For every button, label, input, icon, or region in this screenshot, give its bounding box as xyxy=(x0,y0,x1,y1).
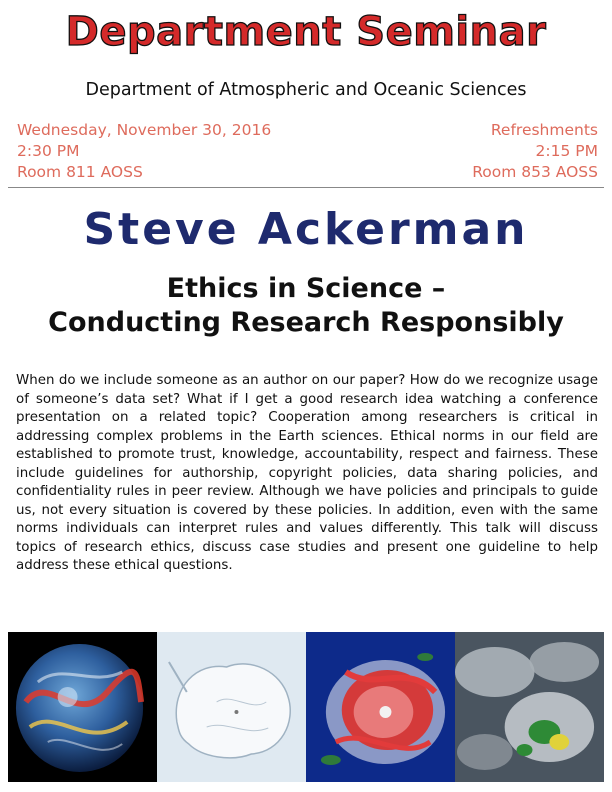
divider xyxy=(8,187,604,188)
refreshments-time: 2:15 PM xyxy=(535,142,598,160)
department-name: Department of Atmospheric and Oceanic Sciences xyxy=(85,80,527,100)
speaker-name: Steve Ackerman xyxy=(83,204,529,255)
event-info xyxy=(17,120,271,183)
event-room: Room 811 AOSS xyxy=(17,163,143,181)
talk-title xyxy=(0,272,612,340)
refreshments-label: Refreshments xyxy=(490,121,598,139)
refreshments-info xyxy=(472,120,598,183)
image-strip xyxy=(8,632,604,782)
globe-jetstream-image xyxy=(8,632,157,782)
talk-title-line-2: Conducting Research Responsibly xyxy=(48,307,564,338)
talk-abstract: When do we include someone as an author on our paper? How do we recognize usage of someone’s data set? What if I get a good research idea watching a conference presentation on a related topic? Cooperation among researchers is critical in addressing complex problems in the Earth sciences. Ethical norms in our field are established to promote trust, knowledge, accountability, respect and fairness. These include guidelines for authorship, copyright policies, data sharing policies, and confidentiality rules in peer review. Although we have policies and principals to guide us, not every situation is covered by these policies. In addition, even with the same norms individuals can interpret rules and values differently. This talk will discuss topics of research ethics, discuss case studies and present one guideline to help address these ethical questions. xyxy=(16,373,598,573)
event-time: 2:30 PM xyxy=(17,142,80,160)
refreshments-room: Room 853 AOSS xyxy=(472,163,598,181)
antarctica-map-image xyxy=(157,632,306,782)
event-date: Wednesday, November 30, 2016 xyxy=(17,121,272,139)
seminar-title: Department Seminar xyxy=(65,9,547,55)
hurricane-satellite-image xyxy=(306,632,455,782)
talk-title-line-1: Ethics in Science – xyxy=(166,273,446,304)
cloud-satellite-image xyxy=(455,632,604,782)
